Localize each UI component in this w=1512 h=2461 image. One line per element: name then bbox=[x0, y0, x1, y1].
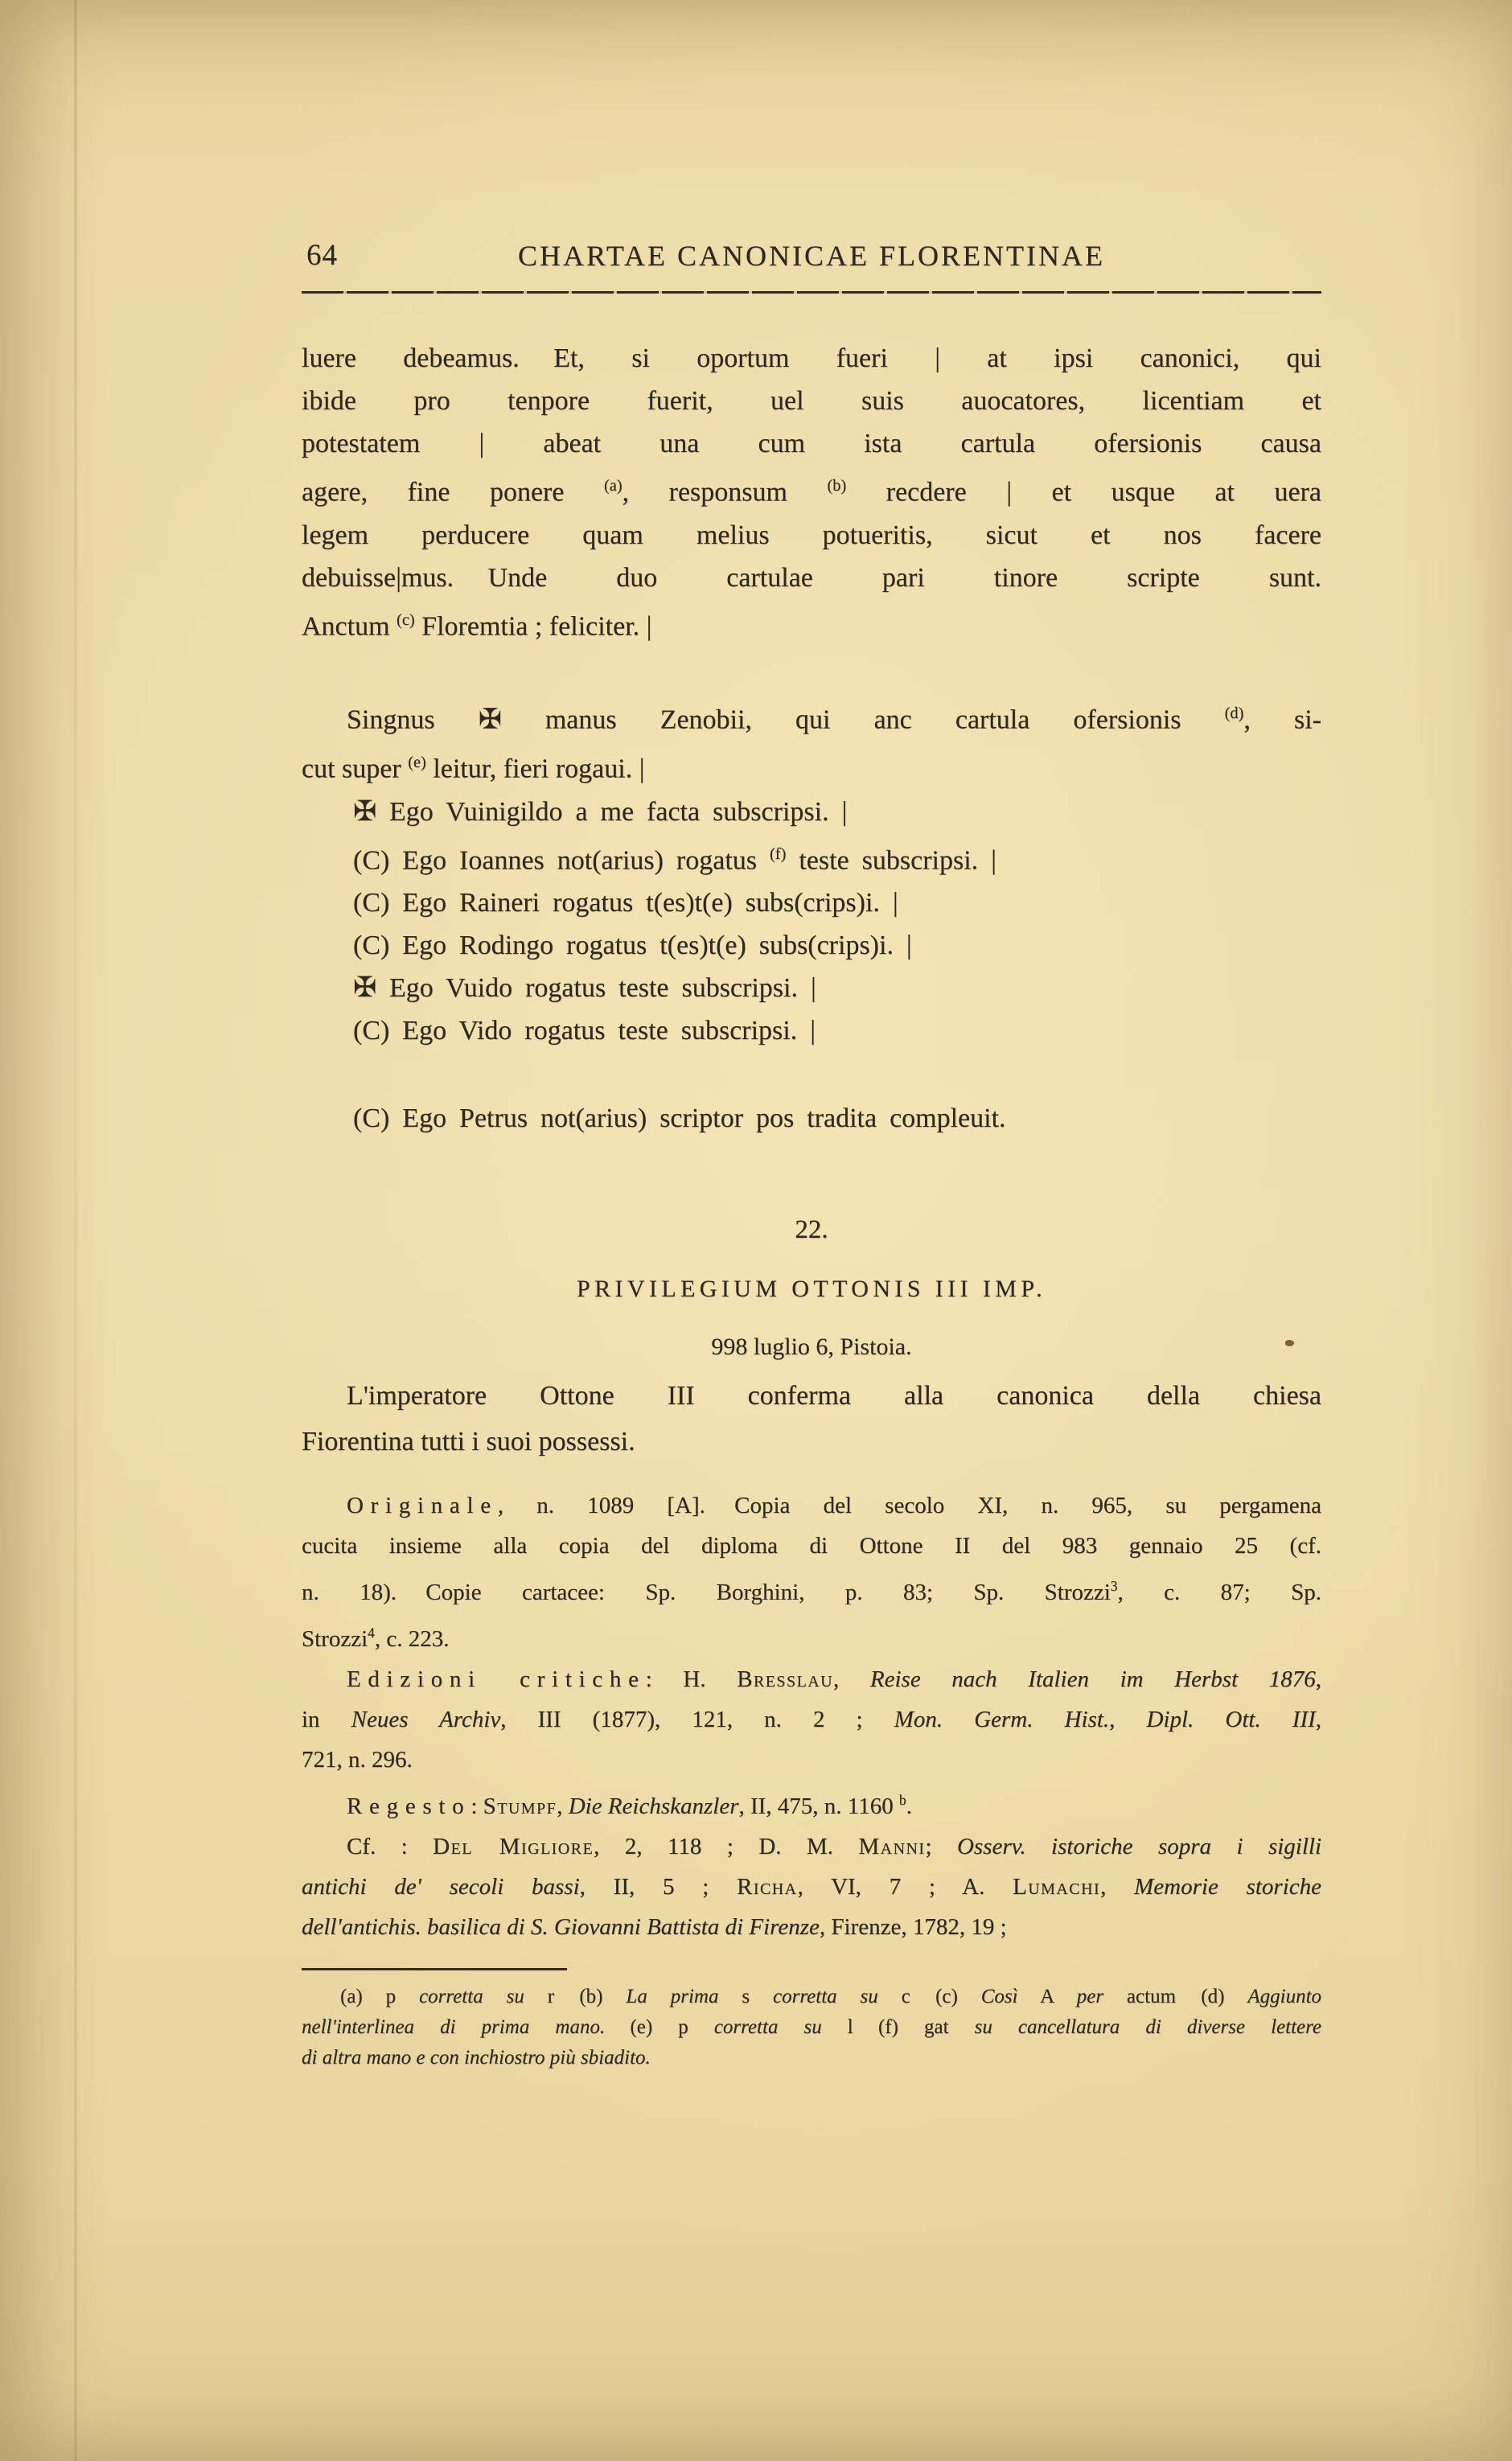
text-run: Reise nach Italien im Herbst 1876 bbox=[869, 1666, 1316, 1692]
footnote-line bbox=[302, 2012, 1321, 2043]
text-run: Bresslau bbox=[737, 1666, 834, 1692]
text-run: 721, n. 296. bbox=[302, 1746, 413, 1773]
text-run: , si- bbox=[1243, 705, 1321, 735]
text-run: , II, 475, n. 1160 bbox=[738, 1793, 899, 1819]
text-run: (c) bbox=[935, 1985, 981, 2007]
charter-text-line bbox=[302, 465, 1321, 514]
text-run: (a) p bbox=[340, 1985, 420, 2007]
text-run: in bbox=[302, 1706, 351, 1732]
text-run: ; bbox=[925, 1833, 957, 1859]
text-run: , c. 223. bbox=[374, 1625, 450, 1652]
document-summary bbox=[302, 1373, 1321, 1465]
text-run: (C) Ego Petrus not(arius) scriptor pos tradita compleuit. bbox=[353, 1103, 1006, 1134]
cf-line bbox=[302, 1826, 1321, 1867]
text-run: A bbox=[1017, 1985, 1077, 2007]
editions-line bbox=[302, 1659, 1321, 1699]
subscription-line bbox=[302, 881, 1321, 924]
text-run: Regesto bbox=[347, 1793, 471, 1819]
text-run: Cf. : bbox=[347, 1833, 433, 1859]
text-run: nell'interlinea di prima mano. bbox=[302, 2015, 606, 2038]
text-run: , bbox=[1315, 1706, 1322, 1732]
text-run: Dipl. Ott. III bbox=[1146, 1706, 1316, 1732]
text-run: , Firenze, 1782, 19 ; bbox=[819, 1913, 1007, 1940]
charter-text-line bbox=[302, 514, 1321, 557]
text-run: Anctum bbox=[302, 611, 397, 642]
document-date: 998 luglio 6, Pistoia. bbox=[711, 1333, 912, 1361]
text-run: Così bbox=[980, 1985, 1018, 2007]
text-run: (c) bbox=[396, 610, 415, 629]
text-run: , III (1877), 121, n. 2 ; bbox=[500, 1706, 894, 1732]
text-run: Aggiunto bbox=[1247, 1985, 1322, 2007]
text-run: Unde duo cartulae pari tinore scripte sunt. bbox=[487, 562, 1321, 593]
subscription-line bbox=[302, 967, 1321, 1009]
running-header bbox=[302, 238, 1321, 277]
text-run: Manni bbox=[858, 1833, 926, 1859]
text-run: su cancellatura di diverse lettere bbox=[974, 2015, 1322, 2038]
text-run: legem perducere quam melius potueritis, sicut et nos facere bbox=[302, 520, 1321, 550]
text-run: : H. bbox=[645, 1666, 738, 1692]
text-run: , n. 1089 [A]. bbox=[497, 1493, 705, 1519]
text-run: agere, fine ponere bbox=[302, 477, 604, 507]
text-run: Richa bbox=[737, 1873, 798, 1900]
footnote-line bbox=[302, 1982, 1321, 2012]
text-run: Ego Vuinigildo a me facta subscripsi. | bbox=[376, 796, 848, 827]
text-run: (d) bbox=[1224, 705, 1244, 723]
text-run: Strozzi bbox=[302, 1625, 368, 1652]
text-run: cut super bbox=[302, 754, 409, 784]
text-run: teste subscripsi. | bbox=[786, 845, 996, 876]
running-title: CHARTAE CANONICAE FLORENTINAE bbox=[518, 240, 1105, 272]
text-run: (C) Ego Raineri rogatus t(es)t(e) subs(crips)i. | bbox=[353, 888, 898, 918]
cf-line bbox=[302, 1867, 1321, 1907]
text-run: s bbox=[718, 1985, 774, 2007]
tradition-paragraph bbox=[302, 1485, 1321, 1659]
regesto-line bbox=[302, 1780, 1321, 1826]
text-run: , bbox=[1109, 1706, 1147, 1732]
maltese-cross-glyph: ✠ bbox=[478, 703, 502, 736]
charter-text-line bbox=[302, 422, 1321, 465]
subscription-line bbox=[302, 791, 1321, 833]
text-run: debuisse|mus. bbox=[302, 562, 454, 593]
document-number: 22. bbox=[795, 1215, 828, 1245]
text-run: Ego Vuido rogatus teste subscripsi. | bbox=[376, 973, 816, 1004]
text-run: dell'antichis. basilica di S. Giovanni Battista di Firenze bbox=[302, 1913, 820, 1940]
tradition-line bbox=[302, 1485, 1321, 1526]
editions-line bbox=[302, 1699, 1321, 1740]
footnote-separator-rule bbox=[302, 1968, 567, 1970]
text-run: luere debeamus. bbox=[302, 343, 520, 373]
text-run: cucita insieme alla copia del diploma di Ottone II del 983 gennaio 25 (cf. bbox=[302, 1533, 1321, 1559]
tradition-line bbox=[302, 1526, 1321, 1566]
text-run: leitur, fieri rogaui. | bbox=[425, 754, 645, 784]
text-run: La prima bbox=[626, 1985, 719, 2007]
maltese-cross-glyph: ✠ bbox=[353, 972, 377, 1005]
text-run: recdere | et usque at uera bbox=[846, 477, 1321, 507]
text-run: Originale bbox=[347, 1493, 498, 1519]
text-run: , responsum bbox=[622, 477, 828, 507]
text-run: , II, 5 ; bbox=[579, 1873, 738, 1900]
subscription-line bbox=[302, 833, 1321, 882]
editions-line bbox=[302, 1740, 1321, 1780]
text-run: (e) p bbox=[630, 2015, 714, 2038]
text-run: Fiorentina tutti i suoi possessi. bbox=[302, 1427, 635, 1457]
text-run: , bbox=[1315, 1666, 1322, 1692]
text-run: r bbox=[524, 1985, 555, 2007]
text-run: L'imperatore Ottone III conferma alla canonica della chiesa bbox=[347, 1381, 1321, 1411]
page-number: 64 bbox=[306, 239, 338, 272]
subscription-line bbox=[302, 924, 1321, 967]
text-run: actum bbox=[1103, 1985, 1177, 2007]
charter-body-paragraph bbox=[302, 337, 1321, 647]
text-run: n. 18). bbox=[302, 1579, 397, 1605]
signum-paragraph bbox=[302, 692, 1321, 790]
text-run: Memorie storiche bbox=[1134, 1873, 1322, 1900]
text-run: corretta su bbox=[419, 1985, 524, 2007]
text-run: , VI, 7 ; A. bbox=[797, 1873, 1013, 1900]
text-run: Osserv. istoriche sopra i sigilli bbox=[956, 1833, 1322, 1859]
subscription-line bbox=[302, 1097, 1321, 1140]
text-run: Del Migliore bbox=[433, 1833, 594, 1859]
text-run: (a) bbox=[603, 477, 622, 495]
tradition-line bbox=[302, 1566, 1321, 1613]
text-run: , 2, 118 ; D. M. bbox=[594, 1833, 859, 1859]
header-rule bbox=[302, 291, 1321, 294]
text-run: potestatem | abeat una cum ista cartula ofersionis causa bbox=[302, 429, 1321, 458]
text-run: ibide pro tenpore fuerit, uel suis auocatores, licentiam et bbox=[302, 386, 1321, 416]
regesto-paragraph bbox=[302, 1780, 1321, 1826]
text-run: 3 bbox=[1110, 1578, 1118, 1595]
summary-line bbox=[302, 1419, 1321, 1465]
text-run: , bbox=[1100, 1873, 1135, 1900]
text-run: (d) bbox=[1201, 1985, 1248, 2007]
text-run: (f) bbox=[770, 844, 787, 863]
ink-speck bbox=[1285, 1340, 1294, 1346]
cf-line bbox=[302, 1907, 1321, 1947]
signum-text-line bbox=[302, 742, 1321, 791]
text-run: . bbox=[906, 1793, 912, 1819]
text-run: corretta su bbox=[773, 1985, 878, 2007]
footnote-line bbox=[302, 2043, 1321, 2073]
text-run: Neues Archiv bbox=[351, 1706, 501, 1732]
text-run: Die Reichskanzler bbox=[568, 1793, 739, 1819]
text-run: di altra mano e con inchiostro più sbiadito. bbox=[302, 2046, 651, 2069]
subscription-list bbox=[302, 791, 1321, 1140]
text-run: Lumachi bbox=[1013, 1873, 1101, 1900]
text-run: manus Zenobii, qui anc cartula ofersionis bbox=[501, 705, 1225, 735]
signum-text-line bbox=[302, 692, 1321, 742]
footnotes bbox=[302, 1982, 1321, 2073]
document-title: PRIVILEGIUM OTTONIS III IMP. bbox=[577, 1276, 1046, 1303]
text-run: Singnus bbox=[347, 705, 479, 735]
text-run: Mon. Germ. Hist. bbox=[894, 1706, 1110, 1732]
text-run: (b) bbox=[827, 477, 847, 495]
charter-text-line bbox=[302, 599, 1321, 648]
text-run: (C) Ego Rodingo rogatus t(es)t(e) subs(crips)i. | bbox=[353, 931, 912, 961]
cf-paragraph bbox=[302, 1826, 1321, 1947]
text-run: Copia del secolo XI, n. 965, su pergamena bbox=[734, 1493, 1321, 1519]
text-block bbox=[302, 238, 1321, 2073]
text-run: (C) Ego Ioannes not(arius) rogatus bbox=[353, 845, 770, 876]
text-run: Edizioni critiche bbox=[347, 1666, 646, 1692]
maltese-cross-glyph: ✠ bbox=[353, 795, 377, 828]
charter-text-line bbox=[302, 337, 1321, 380]
text-run: Floremtia ; feliciter. | bbox=[414, 611, 652, 642]
text-run: Et, si oportum fueri | at ipsi canonici, qui bbox=[553, 343, 1321, 373]
text-run: (e) bbox=[408, 753, 426, 771]
text-run: : bbox=[470, 1793, 483, 1819]
charter-text-line bbox=[302, 380, 1321, 422]
text-run: , c. 87; Sp. bbox=[1117, 1579, 1321, 1605]
text-run: Stumpf bbox=[483, 1793, 557, 1819]
tradition-line bbox=[302, 1613, 1321, 1659]
text-run: (C) Ego Vido rogatus teste subscripsi. | bbox=[353, 1016, 816, 1046]
subscription-line bbox=[302, 1009, 1321, 1052]
text-run: , bbox=[557, 1793, 569, 1819]
charter-text-line bbox=[302, 557, 1321, 599]
text-run: per bbox=[1076, 1985, 1104, 2007]
text-run: antichi de' secoli bassi bbox=[302, 1873, 580, 1900]
editions-paragraph bbox=[302, 1659, 1321, 1780]
text-run: b bbox=[898, 1791, 906, 1808]
text-run: Copie cartacee: Sp. Borghini, p. 83; Sp. Strozzi bbox=[425, 1579, 1111, 1605]
summary-line bbox=[302, 1373, 1321, 1419]
text-run: c bbox=[877, 1985, 910, 2007]
text-run: (b) bbox=[579, 1985, 627, 2007]
text-run: corretta su bbox=[713, 2015, 822, 2038]
text-run: , bbox=[833, 1666, 870, 1692]
text-run: (f) gat bbox=[878, 2015, 975, 2038]
text-run: l bbox=[821, 2015, 853, 2038]
text-run: 4 bbox=[368, 1624, 375, 1641]
